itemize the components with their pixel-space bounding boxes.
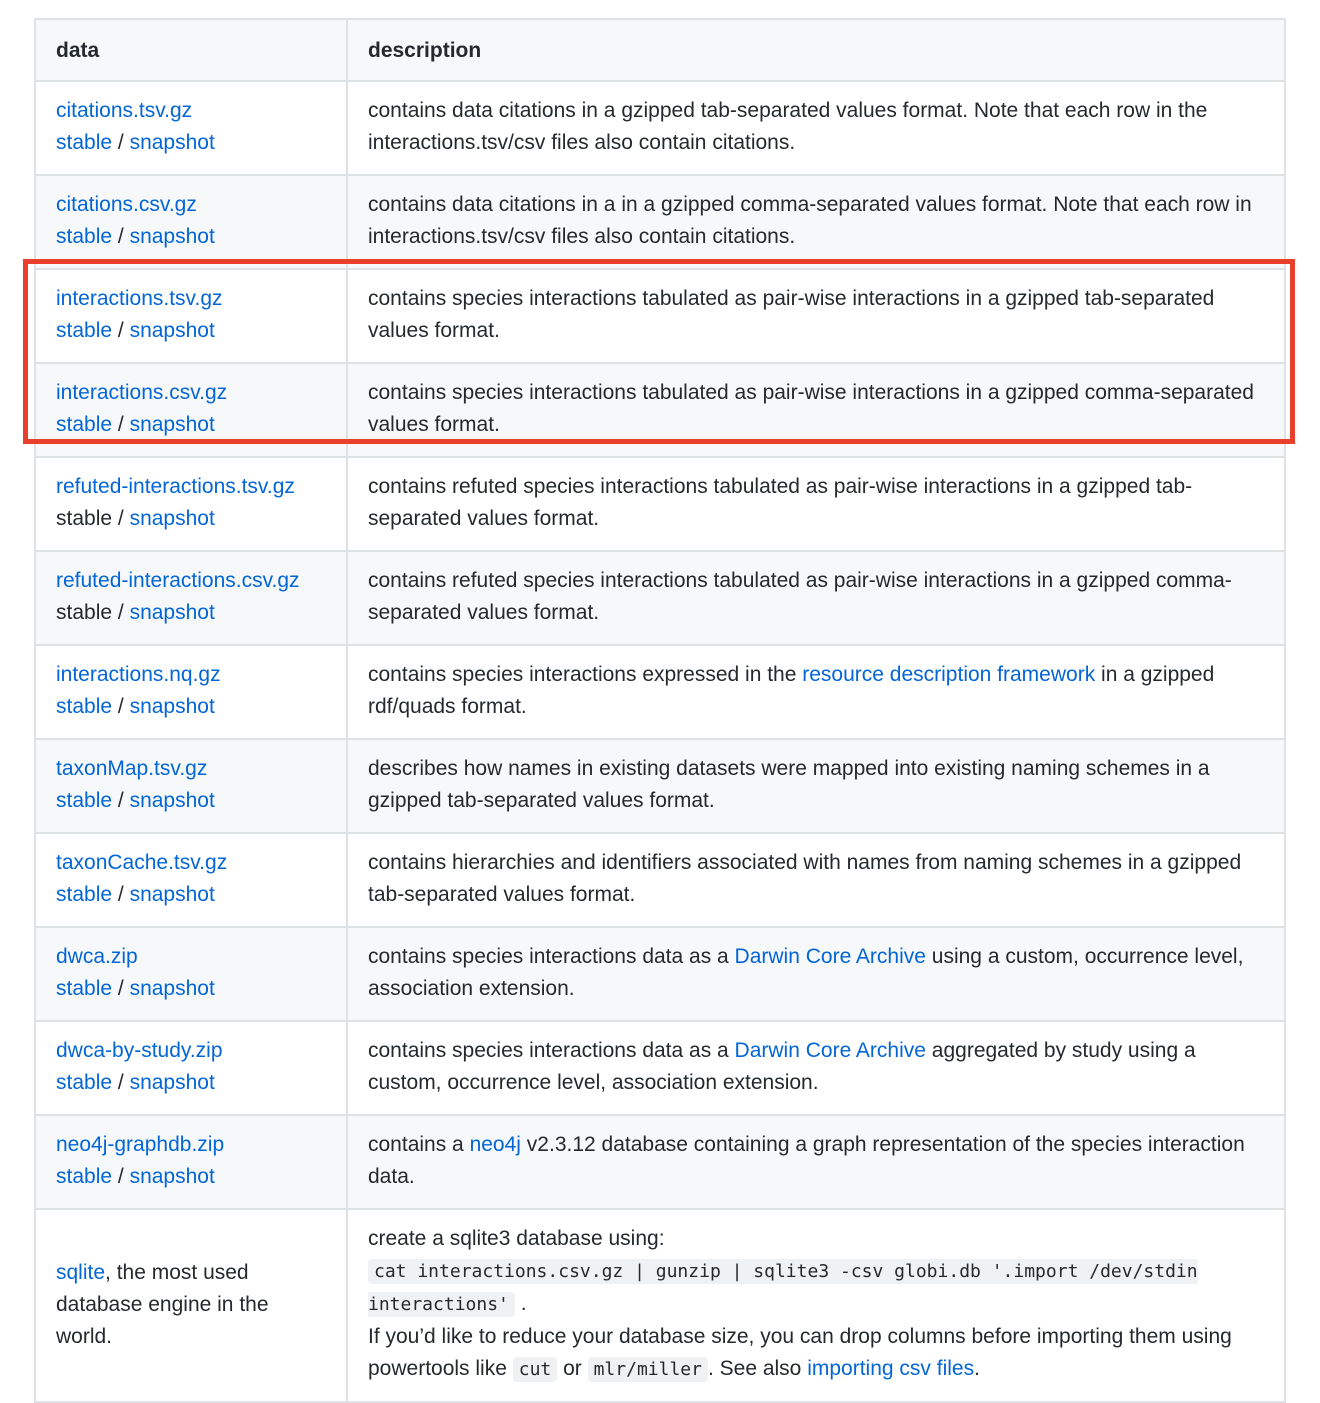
file-link-citations-csv[interactable]: citations.csv.gz bbox=[56, 193, 197, 216]
data-downloads-table bbox=[34, 18, 1286, 1403]
table-row-sqlite bbox=[35, 1209, 1285, 1402]
desc-text: contains species interactions expressed in the bbox=[368, 663, 803, 686]
file-link-interactions-csv[interactable]: interactions.csv.gz bbox=[56, 381, 228, 404]
file-link-taxonmap-tsv[interactable]: taxonMap.tsv.gz bbox=[56, 757, 208, 780]
period: . bbox=[514, 1292, 527, 1315]
description-cell: contains refuted species interactions tabulated as pair-wise interactions in a gzipped comma-separated values format. bbox=[347, 551, 1285, 645]
darwin-core-archive-link[interactable]: Darwin Core Archive bbox=[734, 1039, 926, 1062]
desc-text: contains a bbox=[368, 1133, 470, 1156]
separator: / bbox=[112, 977, 130, 1000]
separator: / bbox=[112, 601, 130, 624]
snapshot-link[interactable]: snapshot bbox=[129, 601, 215, 624]
description-cell: contains data citations in a gzipped tab-separated values format. Note that each row in the interactions.tsv/csv files also contain citations. bbox=[347, 81, 1285, 175]
file-link-interactions-tsv[interactable]: interactions.tsv.gz bbox=[56, 287, 223, 310]
separator: / bbox=[112, 507, 130, 530]
rdf-link[interactable]: resource description framework bbox=[802, 663, 1096, 686]
stable-link[interactable]: stable bbox=[56, 413, 113, 436]
desc-text: using a custom, occurrence level, association extension. bbox=[368, 945, 1244, 1000]
table-row bbox=[35, 927, 1285, 1021]
snapshot-link[interactable]: snapshot bbox=[129, 131, 215, 154]
description-cell: contains data citations in a in a gzipped comma-separated values format. Note that each row in interactions.tsv/csv files also contain citations. bbox=[347, 175, 1285, 269]
separator: / bbox=[112, 131, 130, 154]
stable-link[interactable]: stable bbox=[56, 789, 113, 812]
header-data: data bbox=[35, 19, 347, 81]
description-cell bbox=[347, 1115, 1285, 1209]
stable-link[interactable]: stable bbox=[56, 1165, 113, 1188]
table-header-row bbox=[35, 19, 1285, 81]
cut-code: cut bbox=[513, 1357, 558, 1382]
table-row bbox=[35, 457, 1285, 551]
sqlite-line2: If you’d like to reduce your database size, you can drop columns before importing them using powertools like bbox=[368, 1325, 1232, 1380]
data-cell bbox=[35, 81, 347, 175]
data-cell bbox=[35, 645, 347, 739]
desc-text: aggregated by study using a custom, occurrence level, association extension. bbox=[368, 1039, 1196, 1094]
file-link-refuted-interactions-csv[interactable]: refuted-interactions.csv.gz bbox=[56, 569, 300, 592]
desc-text: contains species interactions data as a bbox=[368, 1039, 735, 1062]
darwin-core-archive-link[interactable]: Darwin Core Archive bbox=[734, 945, 926, 968]
data-cell bbox=[35, 739, 347, 833]
snapshot-link[interactable]: snapshot bbox=[129, 789, 215, 812]
file-link-refuted-interactions-tsv[interactable]: refuted-interactions.tsv.gz bbox=[56, 475, 295, 498]
snapshot-link[interactable]: snapshot bbox=[129, 225, 215, 248]
stable-label: stable bbox=[56, 601, 113, 624]
description-cell bbox=[347, 1021, 1285, 1115]
description-cell: contains hierarchies and identifiers associated with names from naming schemes in a gzipped tab-separated values format. bbox=[347, 833, 1285, 927]
sqlite-line1: create a sqlite3 database using: bbox=[368, 1227, 665, 1250]
sqlite-link[interactable]: sqlite bbox=[56, 1260, 106, 1284]
end-period: . bbox=[974, 1357, 980, 1380]
separator: / bbox=[112, 225, 130, 248]
stable-link[interactable]: stable bbox=[56, 883, 113, 906]
snapshot-link[interactable]: snapshot bbox=[129, 1071, 215, 1094]
data-cell bbox=[35, 927, 347, 1021]
stable-label: stable bbox=[56, 507, 113, 530]
data-cell bbox=[35, 551, 347, 645]
data-cell bbox=[35, 175, 347, 269]
table-row bbox=[35, 645, 1285, 739]
file-link-interactions-nq[interactable]: interactions.nq.gz bbox=[56, 663, 221, 686]
description-cell: contains species interactions tabulated as pair-wise interactions in a gzipped comma-separated values format. bbox=[347, 363, 1285, 457]
description-cell: describes how names in existing datasets were mapped into existing naming schemes in a gzipped tab-separated values format. bbox=[347, 739, 1285, 833]
snapshot-link[interactable]: snapshot bbox=[129, 977, 215, 1000]
file-link-neo4j-graphdb-zip[interactable]: neo4j-graphdb.zip bbox=[56, 1133, 225, 1156]
data-cell bbox=[35, 833, 347, 927]
see-also-text: . See also bbox=[707, 1357, 808, 1380]
separator: / bbox=[112, 1165, 130, 1188]
separator: / bbox=[112, 789, 130, 812]
stable-link[interactable]: stable bbox=[56, 695, 113, 718]
or-text: or bbox=[557, 1357, 588, 1380]
separator: / bbox=[112, 319, 130, 342]
desc-text: in a gzipped rdf/quads format. bbox=[368, 663, 1215, 718]
stable-link[interactable]: stable bbox=[56, 225, 113, 248]
stable-link[interactable]: stable bbox=[56, 319, 113, 342]
file-link-taxoncache-tsv[interactable]: taxonCache.tsv.gz bbox=[56, 851, 228, 874]
description-cell bbox=[347, 1209, 1285, 1402]
data-cell bbox=[35, 1209, 347, 1402]
data-cell bbox=[35, 363, 347, 457]
separator: / bbox=[112, 883, 130, 906]
snapshot-link[interactable]: snapshot bbox=[129, 319, 215, 342]
sqlite-command-code: cat interactions.csv.gz | gunzip | sqlite3 -csv globi.db '.import /dev/stdin interactions' bbox=[368, 1261, 1198, 1315]
stable-link[interactable]: stable bbox=[56, 977, 113, 1000]
file-link-citations-tsv[interactable]: citations.tsv.gz bbox=[56, 99, 193, 122]
file-link-dwca-by-study-zip[interactable]: dwca-by-study.zip bbox=[56, 1039, 223, 1062]
description-cell bbox=[347, 645, 1285, 739]
data-cell bbox=[35, 1115, 347, 1209]
separator: / bbox=[112, 695, 130, 718]
description-cell: contains species interactions tabulated as pair-wise interactions in a gzipped tab-separated values format. bbox=[347, 269, 1285, 363]
desc-text: contains species interactions data as a bbox=[368, 945, 735, 968]
data-cell bbox=[35, 1021, 347, 1115]
header-description: description bbox=[347, 19, 1285, 81]
snapshot-link[interactable]: snapshot bbox=[129, 413, 215, 436]
stable-link[interactable]: stable bbox=[56, 131, 113, 154]
table-row bbox=[35, 739, 1285, 833]
description-cell bbox=[347, 927, 1285, 1021]
table-row bbox=[35, 269, 1285, 363]
desc-text: v2.3.12 database containing a graph representation of the species interaction data. bbox=[368, 1133, 1245, 1188]
table-row bbox=[35, 81, 1285, 175]
table-row bbox=[35, 551, 1285, 645]
snapshot-link[interactable]: snapshot bbox=[129, 1165, 215, 1188]
separator: / bbox=[112, 413, 130, 436]
neo4j-link[interactable]: neo4j bbox=[469, 1133, 521, 1156]
sqlite-text: , the most used database engine in the world. bbox=[56, 1260, 269, 1348]
data-cell bbox=[35, 269, 347, 363]
importing-csv-link[interactable]: importing csv files bbox=[807, 1357, 975, 1380]
table-row bbox=[35, 1115, 1285, 1209]
snapshot-link[interactable]: snapshot bbox=[129, 883, 215, 906]
description-cell: contains refuted species interactions tabulated as pair-wise interactions in a gzipped tab-separated values format. bbox=[347, 457, 1285, 551]
table-row bbox=[35, 363, 1285, 457]
stable-link[interactable]: stable bbox=[56, 1071, 113, 1094]
snapshot-link[interactable]: snapshot bbox=[129, 695, 215, 718]
snapshot-link[interactable]: snapshot bbox=[129, 507, 215, 530]
file-link-dwca-zip[interactable]: dwca.zip bbox=[56, 945, 138, 968]
mlr-code: mlr/miller bbox=[588, 1357, 708, 1382]
table-row bbox=[35, 1021, 1285, 1115]
table-row bbox=[35, 833, 1285, 927]
separator: / bbox=[112, 1071, 130, 1094]
table-row bbox=[35, 175, 1285, 269]
data-cell bbox=[35, 457, 347, 551]
